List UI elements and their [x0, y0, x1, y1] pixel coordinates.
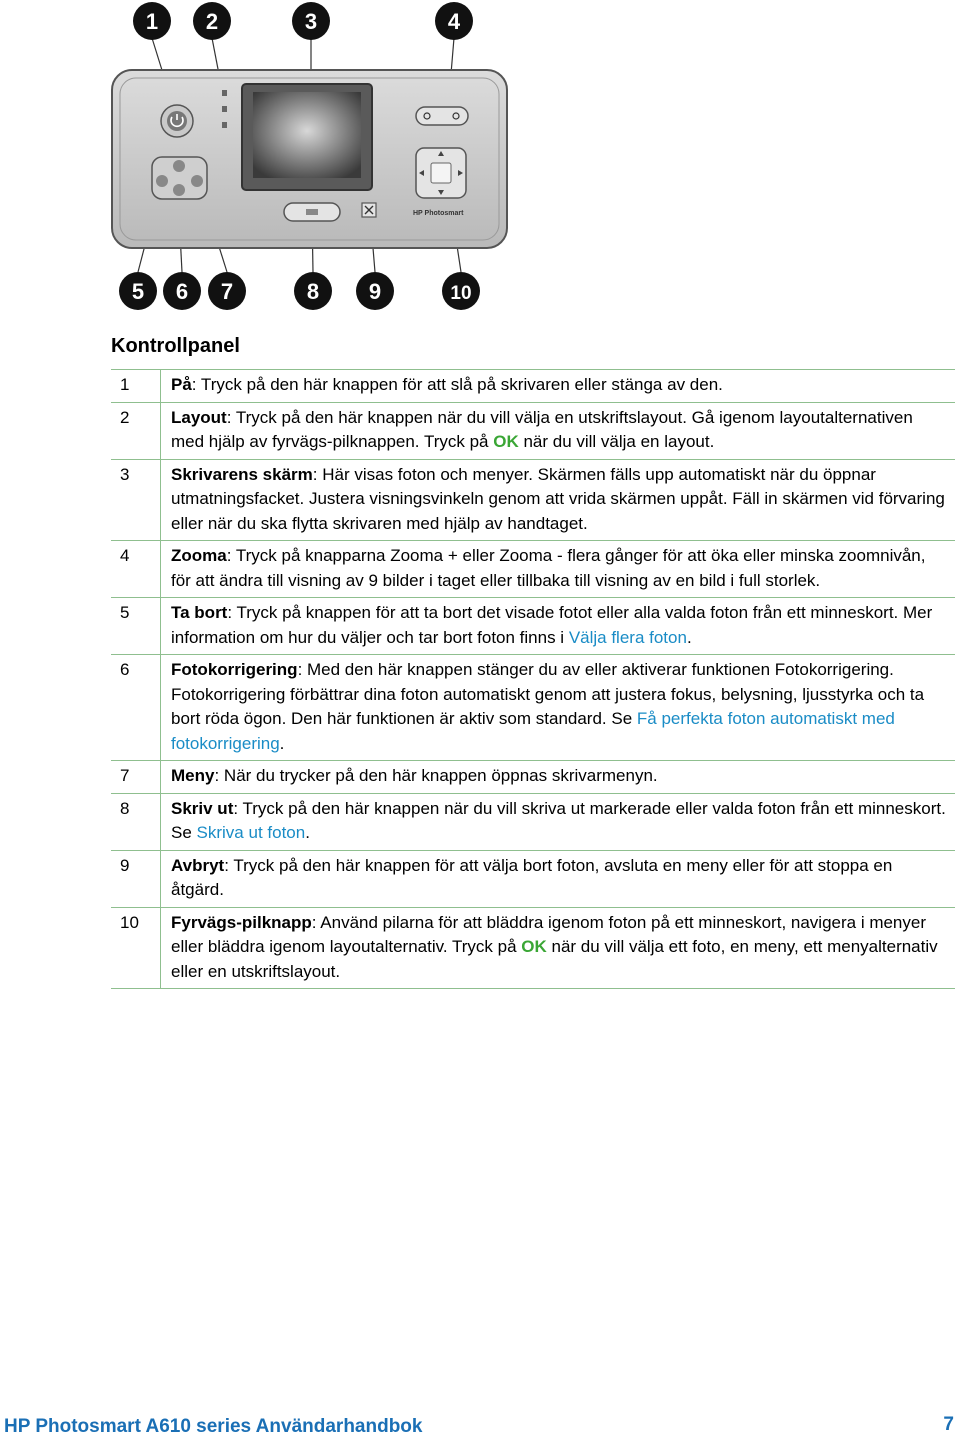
item-text: : Tryck på knapparna Zooma + eller Zooma - flera gånger för att öka eller minska zoomnivån, för att ändra till visning av 9 bilder i taget eller tillbaka till visning av en bild i full storlek.	[171, 546, 926, 590]
item-number: 3	[111, 459, 161, 541]
layout-icon	[173, 160, 185, 172]
item-text: när du vill välja en layout.	[518, 432, 715, 451]
table-row	[111, 907, 955, 989]
callout-5: 5	[131, 279, 145, 304]
item-description	[161, 850, 956, 907]
control-panel-illustration	[100, 0, 530, 315]
item-term: Skriv ut	[171, 798, 234, 818]
item-term: Fyrvägs-pilknapp	[171, 912, 312, 932]
table-row	[111, 541, 955, 598]
delete-icon	[156, 175, 168, 187]
table-row	[111, 598, 955, 655]
photo-fix-icon	[173, 184, 185, 196]
item-description	[161, 793, 956, 850]
item-text: : Tryck på den här knappen när du vill välja en utskriftslayout. Gå igenom layoutalternativen med hjälp av fyrvägs-pilknappen. Tryck på	[171, 407, 913, 451]
item-text: : Tryck på knappen för att ta bort det visade fotot eller alla valda foton från ett minneskort. Mer information om hur du väljer och tar bort foton finns i	[171, 603, 933, 647]
item-text: när du vill välja ett foto, en meny, ett menyalternativ eller en utskriftslayout.	[171, 937, 938, 981]
footer-title: HP Photosmart A610 series Användarhandbok	[4, 1416, 423, 1437]
item-text: .	[686, 627, 692, 647]
item-term: På	[171, 375, 192, 394]
callout-4: 4	[447, 9, 461, 34]
table-row	[111, 850, 955, 907]
item-term: Layout	[171, 407, 227, 427]
page-number: 7	[943, 1414, 954, 1435]
item-term: Fotokorrigering	[171, 660, 298, 679]
callout-6: 6	[175, 279, 189, 304]
item-number: 1	[111, 370, 161, 403]
item-term: Meny	[171, 766, 215, 785]
item-text: : När du trycker på den här knappen öppnas skrivarmenyn.	[214, 766, 658, 785]
item-description	[161, 459, 956, 541]
item-description	[161, 598, 956, 655]
item-number: 9	[111, 850, 161, 907]
section-title: Kontrollpanel	[111, 335, 240, 357]
item-text: : Här visas foton och menyer. Skärmen fälls upp automatiskt när du öppnar utmatningsfacket. Justera visningsvinkeln genom att vrida skärmen uppåt. Fäll in skärmen vid förvaring eller när du ska flytta skrivaren med hjälp av handtaget.	[171, 464, 945, 533]
control-panel-table	[111, 369, 955, 989]
item-text: .	[279, 733, 285, 753]
table-row	[111, 761, 955, 794]
item-description	[161, 402, 956, 459]
callout-10: 10	[450, 283, 472, 304]
item-number: 5	[111, 598, 161, 655]
item-number: 2	[111, 402, 161, 459]
item-number: 10	[111, 907, 161, 989]
item-number: 6	[111, 655, 161, 761]
callout-3: 3	[304, 9, 318, 34]
item-number: 7	[111, 761, 161, 794]
item-description	[161, 541, 956, 598]
ok-label: OK	[521, 937, 547, 956]
item-description	[161, 655, 956, 761]
callout-1: 1	[145, 9, 159, 34]
item-text: : Tryck på den här knappen för att välja bort foton, avsluta en meny eller för att stoppa en åtgärd.	[171, 855, 893, 899]
table-row	[111, 402, 955, 459]
brand-label: HP Photosmart	[413, 210, 464, 217]
ok-label: OK	[493, 432, 519, 451]
item-number: 4	[111, 541, 161, 598]
item-term: Avbryt	[171, 855, 225, 875]
table-row	[111, 370, 955, 403]
cross-reference-link[interactable]: Välja flera foton	[568, 627, 687, 647]
item-text: : Använd pilarna för att bläddra igenom foton på ett minneskort, navigera i menyer eller bläddra igenom layoutalternativ. Tryck på	[171, 912, 927, 956]
item-description	[161, 907, 956, 989]
cross-reference-link[interactable]: Få perfekta foton automatiskt med fotokorrigering	[171, 709, 895, 753]
item-term: Zooma	[171, 546, 227, 565]
item-term: Skrivarens skärm	[171, 464, 313, 484]
item-text: : Tryck på den här knappen för att slå på skrivaren eller stänga av den.	[191, 375, 723, 394]
menu-icon	[191, 175, 203, 187]
table-row	[111, 793, 955, 850]
item-term: Ta bort	[171, 603, 228, 622]
cross-reference-link[interactable]: Skriva ut foton	[196, 823, 306, 842]
item-text: .	[305, 823, 310, 842]
item-description	[161, 370, 956, 403]
table-row	[111, 655, 955, 761]
item-number: 8	[111, 793, 161, 850]
callout-7: 7	[220, 279, 234, 304]
item-text: : Med den här knappen stänger du av eller aktiverar funktionen Fotokorrigering. Fotokorrigering förbättrar dina foton automatiskt genom att justera fokus, belysning, ljusstyrka och ta bort röda ögon. Den här funktionen är aktiv som standard. Se	[171, 660, 925, 728]
callout-8: 8	[306, 279, 320, 304]
callout-9: 9	[368, 279, 382, 304]
callout-2: 2	[205, 9, 219, 34]
item-text: : Tryck på den här knappen när du vill skriva ut markerade eller valda foton från ett minneskort. Se	[171, 798, 946, 842]
table-row	[111, 459, 955, 541]
item-description	[161, 761, 956, 794]
